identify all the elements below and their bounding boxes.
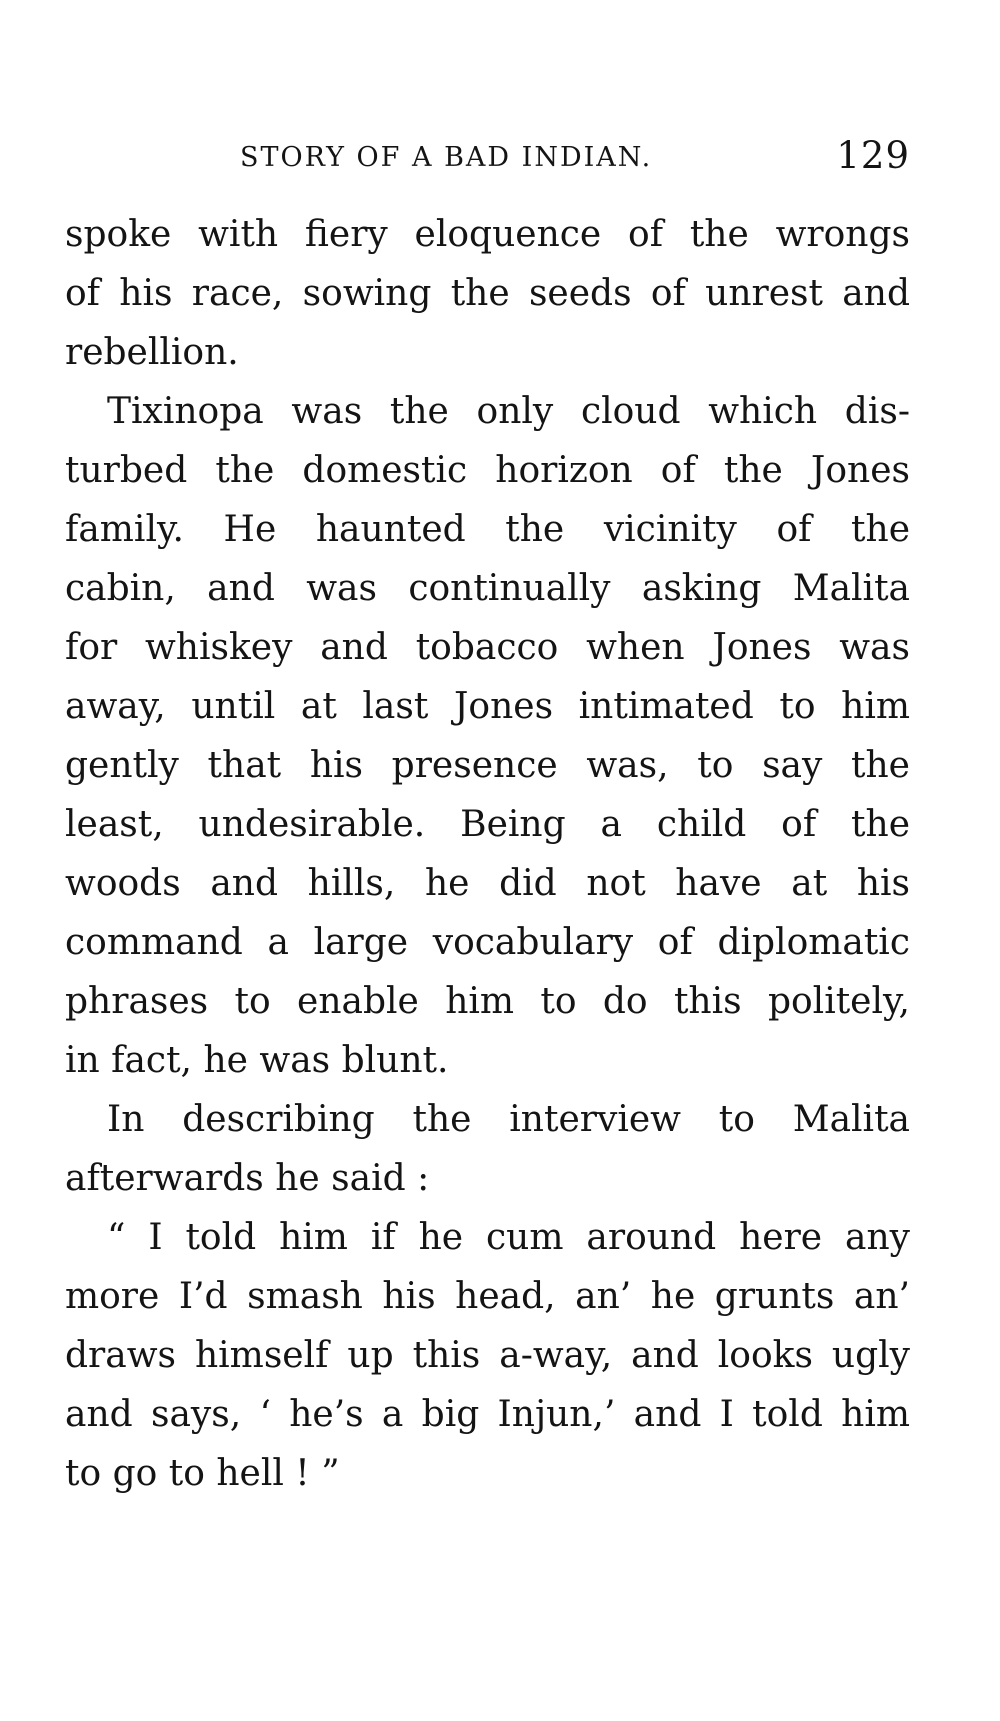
paragraph [65, 382, 910, 1090]
text-line: gently that his presence was, to say the [65, 745, 910, 786]
running-head [65, 134, 910, 184]
text-line: command a large vocabulary of diplomatic [65, 922, 910, 963]
running-title: STORY OF A BAD INDIAN. [240, 142, 653, 173]
text-line: woods and hills, he did not have at his [65, 863, 910, 904]
text-line: more I’d smash his head, an’ he grunts an’ [65, 1276, 910, 1317]
page-number: 129 [836, 134, 910, 177]
text-line: and says, ‘ he’s a big Injun,’ and I told him [65, 1394, 910, 1435]
paragraph [65, 1208, 910, 1503]
paragraph [65, 1090, 910, 1208]
text-line: of his race, sowing the seeds of unrest and [65, 273, 910, 314]
text-line: spoke with fiery eloquence of the wrongs [65, 214, 910, 255]
text-line: draws himself up this a-way, and looks ugly [65, 1335, 910, 1376]
body-text [65, 205, 910, 1503]
text-line: afterwards he said : [65, 1158, 430, 1199]
text-line: for whiskey and tobacco when Jones was [65, 627, 910, 668]
text-line: away, until at last Jones intimated to him [65, 686, 910, 727]
text-line: least, undesirable. Being a child of the [65, 804, 910, 845]
text-line: turbed the domestic horizon of the Jones [65, 450, 910, 491]
text-line: “ I told him if he cum around here any [107, 1217, 910, 1258]
text-line: in fact, he was blunt. [65, 1040, 449, 1081]
text-line: Tixinopa was the only cloud which dis- [107, 391, 910, 432]
text-line: to go to hell ! ” [65, 1453, 340, 1494]
paragraph [65, 205, 910, 382]
text-line: cabin, and was continually asking Malita [65, 568, 910, 609]
text-line: rebellion. [65, 332, 239, 373]
text-line: family. He haunted the vicinity of the [65, 509, 910, 550]
text-line: phrases to enable him to do this politely, [65, 981, 910, 1022]
text-line: In describing the interview to Malita [107, 1099, 910, 1140]
